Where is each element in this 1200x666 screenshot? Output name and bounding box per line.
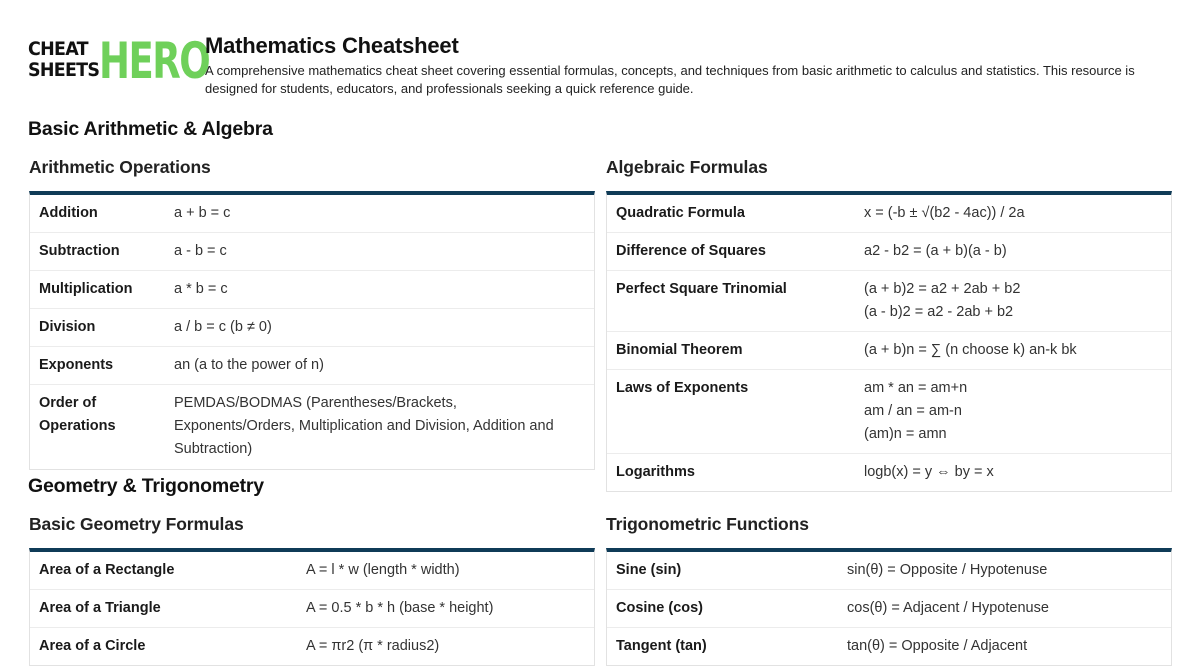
formula: A = l * w (length * width) bbox=[306, 562, 460, 578]
term: Difference of Squares bbox=[616, 243, 766, 259]
formula: sin(θ) = Opposite / Hypotenuse bbox=[847, 562, 1048, 578]
table-row bbox=[607, 370, 1171, 454]
table-title-trigonometric-functions: Trigonometric Functions bbox=[606, 514, 809, 534]
table-row bbox=[607, 590, 1171, 628]
formula: an (a to the power of n) bbox=[174, 357, 324, 373]
logo-wordmark bbox=[28, 39, 105, 81]
term: Laws of Exponents bbox=[616, 380, 749, 396]
logo-line-1: CHEAT bbox=[28, 38, 88, 60]
formula: logb(x) = y ⇔ by = x bbox=[864, 464, 994, 480]
table-row bbox=[30, 628, 594, 665]
term: Addition bbox=[39, 205, 98, 221]
formula-line: am / an = am-n bbox=[864, 403, 962, 419]
term: Subtraction bbox=[39, 243, 120, 259]
term: Logarithms bbox=[616, 464, 695, 480]
table-row bbox=[607, 628, 1171, 665]
term: Binomial Theorem bbox=[616, 342, 743, 358]
formula: a / b = c (b ≠ 0) bbox=[174, 319, 272, 335]
table-row bbox=[30, 233, 594, 271]
table-row bbox=[30, 271, 594, 309]
term: Order of Operations bbox=[39, 395, 116, 434]
table-row bbox=[30, 309, 594, 347]
logo-line-2: SHEETS bbox=[28, 59, 100, 81]
formula-line: (a + b)2 = a2 + 2ab + b2 bbox=[864, 281, 1021, 297]
formula: a + b = c bbox=[174, 205, 231, 221]
logo-accent: HERO bbox=[99, 32, 210, 90]
table-title-algebraic-formulas: Algebraic Formulas bbox=[606, 157, 768, 177]
term: Exponents bbox=[39, 357, 114, 373]
term: Tangent (tan) bbox=[616, 638, 707, 654]
page-title: Mathematics Cheatsheet bbox=[205, 33, 459, 58]
cheatsheets-hero-logo[interactable] bbox=[28, 32, 210, 90]
table-row bbox=[607, 233, 1171, 271]
table-title-arithmetic-operations: Arithmetic Operations bbox=[29, 157, 211, 177]
term: Multiplication bbox=[39, 281, 133, 297]
term: Area of a Triangle bbox=[39, 600, 161, 616]
table-row bbox=[607, 271, 1171, 332]
table-row bbox=[607, 552, 1171, 590]
table-row bbox=[607, 454, 1171, 491]
formula: a2 - b2 = (a + b)(a - b) bbox=[864, 243, 1007, 259]
formula: (a + b)n = ∑ (n choose k) an-k bk bbox=[864, 342, 1077, 358]
title-block bbox=[205, 33, 1165, 97]
table-basic-geometry bbox=[29, 548, 595, 666]
term: Cosine (cos) bbox=[616, 600, 704, 616]
table-row bbox=[607, 195, 1171, 233]
formula: a - b = c bbox=[174, 243, 227, 259]
table-row bbox=[607, 332, 1171, 370]
formula: x = (-b ± √(b2 - 4ac)) / 2a bbox=[864, 205, 1025, 221]
term: Area of a Rectangle bbox=[39, 562, 175, 578]
term: Division bbox=[39, 319, 96, 335]
term: Perfect Square Trinomial bbox=[616, 281, 787, 297]
formula: PEMDAS/BODMAS (Parentheses/Brackets, Exponents/Orders, Multiplication and Division, Addition and Subtraction) bbox=[174, 395, 554, 457]
table-algebraic-formulas bbox=[606, 191, 1172, 492]
table-row bbox=[30, 195, 594, 233]
formula: a * b = c bbox=[174, 281, 228, 297]
term: Quadratic Formula bbox=[616, 205, 745, 221]
table-row bbox=[30, 590, 594, 628]
table-arithmetic-operations bbox=[29, 191, 595, 470]
page-description: A comprehensive mathematics cheat sheet covering essential formulas, concepts, and techniques from basic arithmetic to calculus and statistics. This resource is designed for students, educators, and professionals seeking a quick reference guide. bbox=[205, 63, 1135, 96]
table-row bbox=[30, 347, 594, 385]
formula-line: am * an = am+n bbox=[864, 380, 968, 396]
section-title-geometry-trigonometry: Geometry & Trigonometry bbox=[28, 475, 264, 497]
formula: tan(θ) = Opposite / Adjacent bbox=[847, 638, 1028, 654]
formula-line: (a - b)2 = a2 - 2ab + b2 bbox=[864, 304, 1014, 320]
formula: A = πr2 (π * radius2) bbox=[306, 638, 440, 654]
formula: A = 0.5 * b * h (base * height) bbox=[306, 600, 494, 616]
term: Area of a Circle bbox=[39, 638, 146, 654]
table-title-basic-geometry: Basic Geometry Formulas bbox=[29, 514, 244, 534]
table-trigonometric-functions bbox=[606, 548, 1172, 666]
term: Sine (sin) bbox=[616, 562, 682, 578]
formula: cos(θ) = Adjacent / Hypotenuse bbox=[847, 600, 1049, 616]
formula bbox=[864, 278, 1020, 324]
formula-line: (am)n = amn bbox=[864, 426, 947, 442]
table-row bbox=[30, 385, 594, 469]
page-header bbox=[28, 33, 1178, 103]
formula bbox=[864, 377, 967, 446]
section-title-arithmetic-algebra: Basic Arithmetic & Algebra bbox=[28, 118, 273, 140]
table-row bbox=[30, 552, 594, 590]
